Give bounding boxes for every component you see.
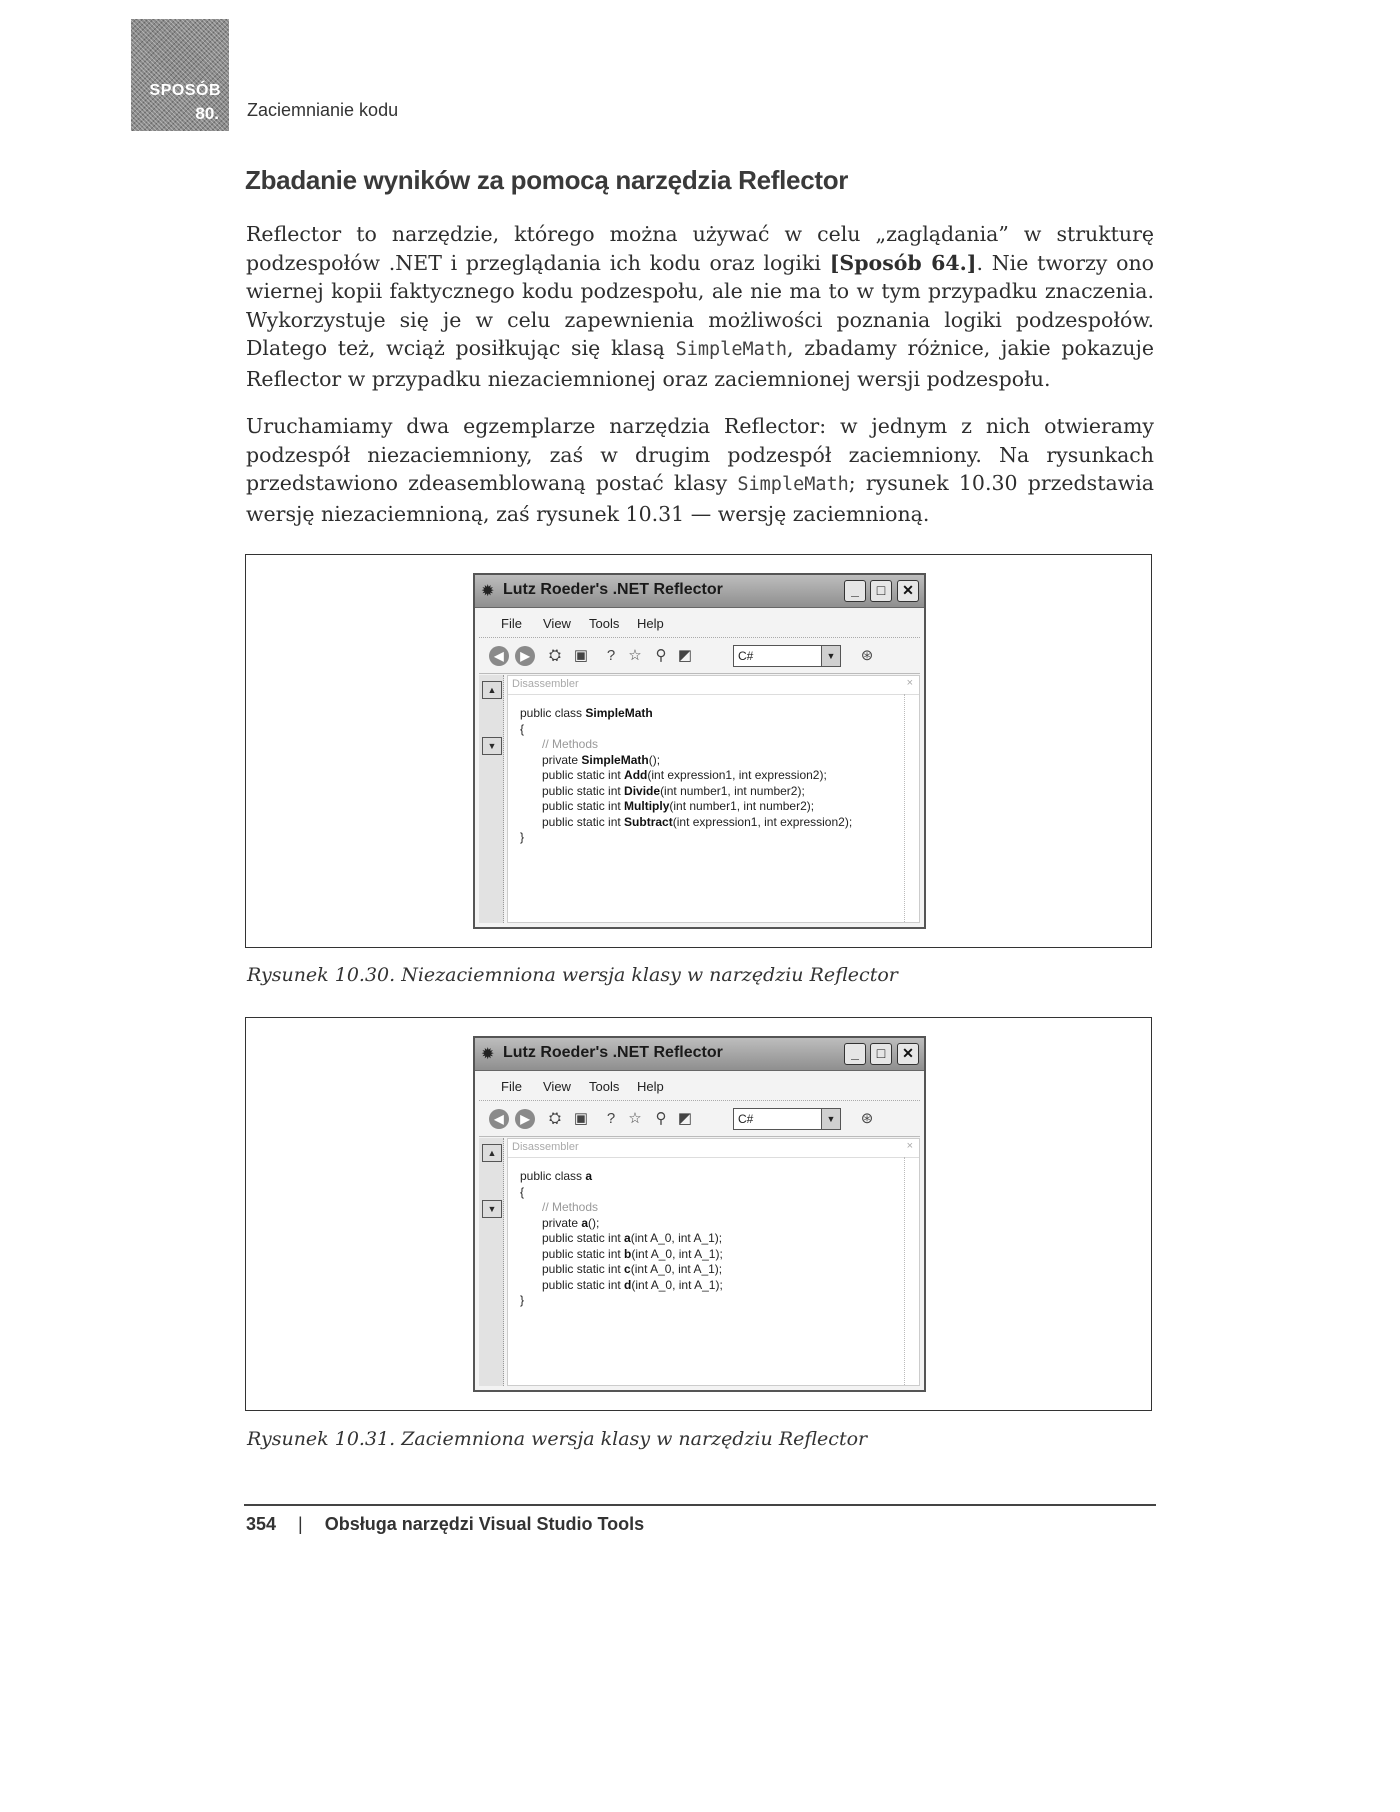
menu-view[interactable]: View [543,616,571,631]
section-tab [131,19,229,131]
code-text: private [542,752,582,767]
member-name: Divide [624,783,661,798]
menu-bar [479,1072,920,1101]
code-line [520,1278,723,1294]
paragraph-2 [246,412,1154,528]
language-select[interactable] [733,645,841,667]
menu-file[interactable]: File [501,616,522,631]
code-text: public static int [542,1262,625,1276]
vertical-scrollbar[interactable] [904,694,919,922]
code-text: (int A_0, int A_1); [631,1246,723,1261]
language-value: C# [738,1112,754,1126]
close-button[interactable]: ✕ [897,1043,919,1065]
scroll-down-icon[interactable]: ▼ [482,1200,502,1218]
menu-view[interactable]: View [543,1079,571,1094]
page-number: 354 [246,1514,277,1534]
code-line [520,815,852,831]
code-line: { [520,721,525,736]
member-name: c [624,1262,631,1276]
member-name: a [624,1231,631,1245]
language-select[interactable] [733,1108,841,1130]
code-line [520,799,852,815]
code-text: (int A_0, int A_1); [630,1262,723,1276]
disassembler-pane [507,675,920,923]
vertical-scrollbar[interactable] [904,1157,919,1385]
paragraph-2-text-a: Uruchamiamy dwa egzemplarze narzędzia Reflector: w jednym z nich otwieramy podzespół niezaciemniony, zaś w drugim podzespół zaciemniony. Na rysunkach przedstawiono zdeasemblowaną postać klasy [246,414,1154,495]
help-cursor-icon[interactable]: ? [606,647,616,664]
code-line [520,1262,723,1278]
code-line: { [520,1184,525,1199]
minimize-button[interactable]: _ [844,580,866,602]
code-comment: // Methods [542,1200,599,1214]
code-text: (int A_0, int A_1); [630,1231,723,1245]
pane-label: Disassembler [512,1141,579,1153]
reflector-window [473,1036,926,1392]
page-footer [246,1514,644,1535]
menu-tools[interactable]: Tools [589,616,620,631]
options-icon[interactable]: ◩ [677,1110,693,1127]
pane-close-icon[interactable]: × [906,1140,913,1152]
member-name: Add [624,768,648,782]
code-text: (int A_0, int A_1); [631,1277,723,1292]
code-line: } [520,830,525,844]
close-button[interactable]: ✕ [897,580,919,602]
code-line [520,768,852,784]
maximize-button[interactable]: □ [870,1043,892,1065]
scroll-up-icon[interactable]: ▲ [482,1144,502,1162]
code-line [520,784,852,800]
code-text: public static int [542,799,625,813]
running-title: Zaciemnianie kodu [247,100,399,120]
left-panel-rail [479,675,504,923]
code-text: (int expression1, int expression2); [647,768,827,782]
code-text: public static int [542,1277,625,1292]
code-text: public static int [542,768,625,782]
member-name: d [624,1277,632,1292]
pane-label: Disassembler [512,678,579,690]
section-title: Zbadanie wyników za pomocą narzędzia Reflector [245,165,849,195]
reflector-window [473,573,926,929]
title-bar [475,575,924,608]
forward-icon[interactable]: ▶ [515,646,535,666]
code-text: (); [648,752,661,767]
book-part-title: Obsługa narzędzi Visual Studio Tools [324,1514,645,1534]
figure-2-caption: Rysunek 10.31. Zaciemniona wersja klasy w narzędziu Reflector [247,1428,868,1450]
toolbar [479,639,920,674]
figure-2-frame [245,1017,1152,1411]
addin-icon[interactable]: ⊛ [860,1110,874,1127]
code-view [520,706,852,846]
member-name: b [624,1246,632,1261]
assembly-icon[interactable]: ▣ [573,1110,589,1127]
code-line [520,753,852,769]
paragraph-1 [246,220,1154,393]
menu-file[interactable]: File [501,1079,522,1094]
app-logo-icon: ✹ [481,1046,495,1063]
tab-label: SPOSÓB [149,82,221,99]
scroll-up-icon[interactable]: ▲ [482,681,502,699]
maximize-button[interactable]: □ [870,580,892,602]
toolbar [479,1102,920,1137]
paragraph-1-text-c: , zbadamy różnice, jakie pokazuje Reflector w przypadku niezaciemnionej oraz zaciemnionej wersji podzespołu. [246,336,1154,391]
code-text: public static int [542,783,625,798]
code-text: public class [520,706,586,720]
code-line [520,1231,723,1247]
cross-reference: [Sposób 64.] [829,250,977,275]
assembly-icon[interactable]: ▣ [573,647,589,664]
open-icon[interactable]: ⛭ [548,647,561,664]
pane-close-icon[interactable]: × [906,677,913,689]
app-logo-icon: ✹ [481,583,495,600]
help-cursor-icon[interactable]: ? [606,1110,616,1127]
addin-icon[interactable]: ⊛ [860,647,874,664]
class-name: a [585,1169,593,1183]
footer-separator: | [298,1514,303,1534]
code-line: } [520,1293,525,1307]
forward-icon[interactable]: ▶ [515,1109,535,1129]
class-name: SimpleMath [585,706,653,720]
member-name: a [581,1215,589,1230]
member-name: Subtract [624,814,673,829]
figure-1-frame [245,554,1152,948]
window-title: Lutz Roeder's .NET Reflector [503,1044,723,1061]
footer-rule [244,1504,1156,1506]
options-icon[interactable]: ◩ [677,647,693,664]
member-name: Multiply [624,799,670,813]
search-icon[interactable]: ⚲ [655,647,667,664]
code-view [520,1169,723,1309]
chevron-down-icon[interactable]: ▼ [821,1109,840,1129]
title-bar [475,1038,924,1071]
chevron-down-icon[interactable]: ▼ [821,646,840,666]
tab-number: 80. [195,104,219,123]
code-text: private [542,1215,582,1230]
code-text: (int number1, int number2); [669,799,815,813]
inline-code: SimpleMath [675,339,788,360]
favorite-icon[interactable]: ☆ [628,647,642,664]
open-icon[interactable]: ⛭ [548,1110,561,1127]
back-icon[interactable]: ◀ [489,1109,509,1129]
inline-code: SimpleMath [737,474,849,495]
menu-help[interactable]: Help [637,616,664,631]
figure-1-caption: Rysunek 10.30. Niezaciemniona wersja klasy w narzędziu Reflector [247,964,898,986]
paragraph-1-text-a: Reflector to narzędzie, którego można używać w celu „zaglądania” w strukturę podzespołów .NET i przeglądania ich kodu oraz logiki [246,222,1154,275]
menu-bar [479,609,920,638]
code-text: (); [588,1215,600,1230]
paragraph-1-text-b: . Nie tworzy ono wiernej kopii faktycznego kodu podzespołu, ale nie ma to w tym przypadku znaczenia. Wykorzystuje się je w celu zapewnienia możliwości poznania logiki podzespołów. Dlatego też, wciąż posiłkując się klasą [246,250,1155,360]
paragraph-2-text-b: ; rysunek 10.30 przedstawia wersję niezaciemnioną, zaś rysunek 10.31 — wersję zaciemnioną. [246,471,1154,526]
menu-help[interactable]: Help [637,1079,664,1094]
code-line [520,1247,723,1263]
minimize-button[interactable]: _ [844,1043,866,1065]
code-line [520,706,852,722]
code-line [520,1216,723,1232]
disassembler-pane [507,1138,920,1386]
favorite-icon[interactable]: ☆ [628,1110,642,1127]
code-text: (int expression1, int expression2); [672,814,853,829]
language-value: C# [738,649,754,663]
code-text: (int number1, int number2); [660,783,805,798]
code-comment: // Methods [542,737,599,751]
code-line [520,1169,723,1185]
code-text: public static int [542,814,625,829]
search-icon[interactable]: ⚲ [655,1110,667,1127]
member-name: SimpleMath [581,752,649,767]
window-title: Lutz Roeder's .NET Reflector [503,581,723,598]
pane-header [508,676,919,695]
code-text: public static int [542,1231,625,1245]
code-text: public static int [542,1246,625,1261]
pane-header [508,1139,919,1158]
code-text: public class [520,1169,586,1183]
left-panel-rail [479,1138,504,1386]
back-icon[interactable]: ◀ [489,646,509,666]
menu-tools[interactable]: Tools [589,1079,620,1094]
scroll-down-icon[interactable]: ▼ [482,737,502,755]
